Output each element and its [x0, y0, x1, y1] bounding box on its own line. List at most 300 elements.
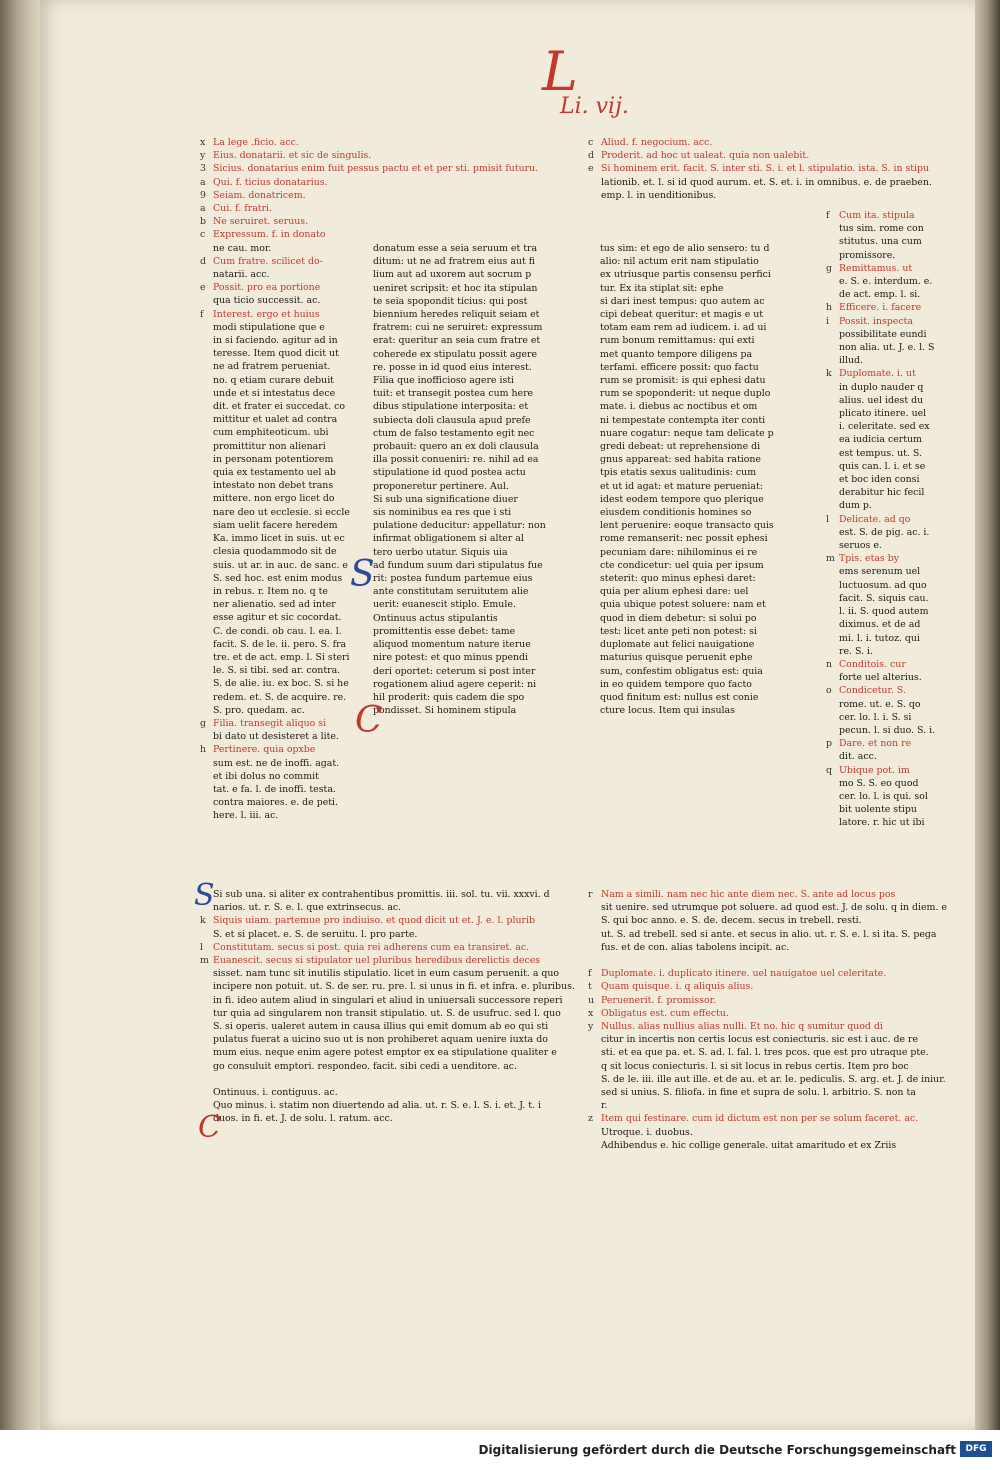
gloss-line: [200, 611, 360, 624]
gloss-line: [588, 149, 933, 162]
gloss-line: [200, 413, 360, 426]
gloss-text: promittitur non alienari: [213, 440, 326, 452]
gloss-text: in rebus. r. Item no. q te: [213, 585, 328, 597]
text-line: ad fundum suum dari stipulatus fue: [373, 559, 543, 571]
gloss-text: siam uelit facere heredem: [213, 519, 338, 531]
gloss-text: Sicius. donatarius enim fuit pessus pactu et et per sti. pmisit futuru.: [213, 163, 539, 175]
gloss-text: alius. uel idest du: [839, 394, 924, 406]
gloss-line: [826, 447, 938, 460]
gloss-text: facit. S. de le. ii. pero. S. fra: [213, 638, 347, 650]
gloss-line: [200, 717, 360, 730]
gloss-text: S. de le. iii. ille aut ille. et de au. et ar. le. pediculis. S. arg. et. J. de iniur.: [601, 1073, 946, 1085]
gloss-line: [200, 967, 578, 980]
gloss-line: [200, 440, 360, 453]
gloss-text: mum eius. neque enim agere potest emptor ex ea stipulatione qualiter e: [213, 1047, 557, 1059]
page-heading: [530, 40, 630, 120]
text-line: si dari inest tempus: quo autem ac: [600, 295, 765, 307]
gloss-line: [200, 572, 360, 585]
gloss-text: Expressum. f. in donato: [213, 229, 326, 241]
text-line: mate. i. diebus ac noctibus et om: [600, 401, 758, 413]
gloss-line: [200, 374, 360, 387]
gloss-mark: k: [826, 368, 832, 380]
text-line: lium aut ad uxorem aut socrum p: [373, 269, 532, 281]
gloss-line: [588, 888, 940, 901]
gloss-mark: z: [588, 1113, 593, 1125]
gloss-line: [200, 914, 578, 927]
gloss-line: [588, 994, 940, 1007]
text-line: uerit: euanescit stiplo. Emule.: [373, 599, 516, 611]
gloss-line: [588, 914, 940, 927]
gloss-text: stitutus. una cum: [839, 236, 922, 248]
gloss-line: [200, 321, 360, 334]
text-line: maturius quisque peruenit ephe: [600, 652, 753, 664]
text-line: ctum de falso testamento egit nec: [373, 427, 535, 439]
gloss-text: Dare. et non re: [839, 738, 912, 750]
gloss-text: bi dato ut desisteret a lite.: [213, 731, 339, 743]
gloss-text: nare deo ut ecclesie. si eccle: [213, 506, 350, 518]
text-line: Filia que inofficioso agere isti: [373, 375, 515, 387]
gloss-line: [200, 532, 360, 545]
gloss-line: [826, 618, 938, 631]
gloss-text: Nullus. alias nullius alias nulli. Et no. hic q sumitur quod di: [601, 1021, 883, 1033]
gloss-line: [200, 294, 360, 307]
gloss-mark: e: [588, 163, 594, 175]
gloss-mark: g: [826, 262, 833, 274]
gloss-line: [200, 677, 360, 690]
gloss-top-right: [588, 136, 933, 208]
gloss-line: [200, 1033, 578, 1046]
text-line: erat: queritur an seia cum fratre et: [373, 335, 541, 347]
footer-credit: Digitalisierung gefördert durch die Deutsche Forschungsgemeinschaft: [478, 1443, 956, 1457]
text-line: sum, confestim obligatus est: quia: [600, 665, 763, 677]
initial-s-blue: S: [350, 554, 375, 595]
gloss-text: Cui. f. fratri.: [213, 203, 273, 215]
gloss-text: promissore.: [839, 249, 896, 261]
gloss-text: in si faciendo. agitur ad in: [213, 335, 338, 347]
text-line: steterit: quo minus ephesi daret:: [600, 573, 756, 585]
gloss-text: citur in incertis non certis locus est coniecturis. sic est i auc. de re: [601, 1034, 919, 1046]
gloss-mark: u: [588, 994, 595, 1006]
gloss-text: S. qui boc anno. e. S. de. decem. secus in trebell. resti.: [601, 915, 862, 927]
gloss-line: [826, 460, 938, 473]
gloss-bottom-left: [200, 888, 578, 1158]
gloss-text: seruos e.: [839, 540, 882, 552]
gloss-line: [200, 901, 578, 914]
gloss-text: Nam a simili. nam nec hic ante diem nec. S. ante ad locus pos: [601, 889, 896, 900]
gloss-line: [826, 407, 938, 420]
gloss-text: Cum fratre. scilicet do-: [213, 255, 323, 267]
gloss-text: est tempus. ut. S.: [839, 447, 922, 459]
gloss-mark: f: [826, 210, 830, 221]
gloss-mark: q: [826, 764, 833, 776]
gloss-text: in personam potentiorem: [213, 453, 334, 465]
gloss-line: [826, 301, 938, 314]
gloss-line: [826, 526, 938, 539]
gloss-line: [200, 1046, 578, 1059]
gloss-text: de act. emp. l. si.: [839, 289, 921, 301]
gloss-line: [200, 479, 360, 492]
gloss-text: S. si operis. ualeret autem in causa illius qui emit domum ab eo qui sti: [213, 1021, 549, 1033]
book-right-edge: [975, 0, 1000, 1430]
gloss-line: [200, 1007, 578, 1020]
text-line: tuit: et transegit postea cum here: [373, 388, 534, 400]
gloss-right-margin: [826, 209, 938, 899]
gloss-text: modi stipulatione que e: [213, 321, 325, 333]
gloss-line: [200, 941, 578, 954]
gloss-line: [200, 268, 360, 281]
gloss-line: [200, 347, 360, 360]
gloss-line: [826, 209, 938, 222]
text-line: quia ubique potest soluere: nam et: [600, 599, 766, 611]
text-line: rum se promisit: is qui ephesi datu: [600, 375, 766, 387]
gloss-text: ne ad fratrem perueniat.: [213, 361, 331, 373]
initial-c-red: C: [355, 700, 383, 741]
gloss-text: Euanescit. secus si stipulator uel pluribus heredibus derelictis deces: [213, 955, 541, 967]
gloss-line: [200, 360, 360, 373]
gloss-line: [826, 790, 938, 803]
text-line: infirmat obligationem si alter al: [373, 533, 524, 545]
gloss-text: ut. S. ad trebell. sed si ante. et secus in alio. ut. r. S. e. l. si ita. S. pega: [601, 928, 937, 940]
text-line: rum bonum remittamus: qui exti: [600, 335, 755, 347]
gloss-line: [588, 1139, 940, 1152]
gloss-text: Quam quisque. i. q aliquis alius.: [601, 981, 754, 993]
gloss-text: intestato non debet trans: [213, 480, 334, 492]
gloss-line: [200, 730, 360, 743]
text-line: probauit: quero an ex doli clausula: [373, 441, 539, 453]
gloss-line: [200, 149, 372, 162]
gloss-text: facit. S. siquis cau.: [839, 592, 929, 604]
gloss-line: [200, 783, 360, 796]
gloss-line: [200, 202, 360, 215]
gloss-text: rome. ut. e. S. qo: [839, 698, 921, 710]
text-line: coherede ex stipulatu possit agere: [373, 348, 538, 360]
gloss-text: ne cau. mor.: [213, 242, 272, 254]
gloss-line: [826, 394, 938, 407]
gloss-text: S. de alie. iu. ex boc. S. si he: [213, 678, 349, 690]
gloss-line: [200, 980, 578, 993]
gloss-mark: a: [200, 176, 206, 188]
gloss-mark: f: [200, 308, 204, 320]
gloss-text: Peruenerit. f. promissor.: [601, 994, 717, 1006]
gloss-mark: a: [200, 203, 206, 215]
gloss-text: mi. l. i. tutoz. qui: [839, 632, 920, 644]
gloss-text: cum emphiteoticum. ubi: [213, 427, 329, 439]
gloss-text: Possit. inspecta: [839, 315, 913, 327]
gloss-line: [200, 559, 360, 572]
gloss-text: tre. et de act. emp. l. Si steri: [213, 651, 350, 663]
gloss-text: quis can. l. i. et se: [839, 460, 926, 472]
gloss-mark: x: [200, 137, 206, 148]
gloss-line: [200, 770, 360, 783]
gloss-text: Seiam. donatricem.: [213, 189, 306, 201]
gloss-text: q sit locus coniecturis. l. si sit locus in rebus certis. Item pro boc: [601, 1060, 909, 1072]
gloss-text: Eius. donatarii. et sic de singulis.: [213, 150, 372, 162]
gloss-text: cer. lo. l. is qui. sol: [839, 790, 928, 802]
gloss-line: [200, 281, 360, 294]
gloss-text: Condicetur. S.: [839, 685, 906, 697]
gloss-line: [826, 816, 938, 829]
gloss-text: tat. e fa. l. de inoffi. testa.: [213, 783, 336, 795]
text-line: biennium heredes reliquit seiam et: [373, 309, 540, 321]
text-line: quod finitum est: nullus est conie: [600, 691, 759, 703]
text-line: tpis etatis sexus ualitudinis: cum: [600, 467, 757, 479]
gloss-line: [826, 473, 938, 486]
gloss-text: cer. lo. l. i. S. si: [839, 711, 912, 723]
gloss-line: [826, 275, 938, 288]
gloss-mark: d: [200, 255, 207, 267]
gloss-text: Siquis uiam. partemue pro indiuiso. et quod dicit ut et. J. e. l. plurib: [213, 915, 535, 927]
gloss-text: e. S. e. interdum. e.: [839, 276, 933, 288]
gloss-text: emp. l. in uenditionibus.: [601, 189, 717, 201]
gloss-mark: l: [200, 941, 203, 953]
text-line: rit: postea fundum partemue eius: [373, 573, 533, 585]
gloss-line: [200, 136, 360, 149]
gloss-text: plicato itinere. uel: [839, 408, 927, 420]
gloss-text: latore. r. hic ut ibi: [839, 817, 925, 829]
gloss-line: [826, 579, 938, 592]
gloss-text: Si hominem erit. facit. S. inter sti. S. i. et l. stipulatio. ista. S. in stipu: [601, 163, 930, 175]
text-line: proponeretur pertinere. Aul.: [373, 480, 509, 492]
gloss-mark: c: [588, 137, 594, 148]
gloss-text: ea iudicia certum: [839, 434, 922, 446]
gloss-line: [200, 585, 360, 598]
gloss-line: [200, 453, 360, 466]
gloss-line: [200, 598, 360, 611]
gloss-line: [200, 1020, 578, 1033]
gloss-text: dum p.: [839, 500, 872, 512]
gloss-text: pecun. l. si duo. S. i.: [839, 724, 936, 736]
gloss-mark: f: [588, 968, 592, 980]
gloss-text: Qui. f. ticius donatarius.: [213, 176, 328, 188]
gloss-line: [826, 341, 938, 354]
gloss-line: [200, 519, 360, 532]
gloss-line: [200, 888, 578, 901]
gloss-mark: h: [826, 302, 833, 314]
text-line: promittentis esse debet: tame: [373, 625, 516, 637]
gloss-line: [826, 684, 938, 697]
gloss-line: [826, 552, 938, 565]
text-line: alio: nil actum erit nam stipulatio: [600, 256, 759, 268]
gloss-text: Ne seruiret. seruus.: [213, 216, 309, 228]
gloss-mark: d: [588, 150, 595, 162]
text-line: pulatione deducitur: appellatur: non: [373, 520, 546, 532]
gloss-line: [826, 724, 938, 737]
text-line: ueniret scripsit: et hoc ita stipulan: [373, 282, 538, 294]
gloss-line: [826, 711, 938, 724]
gloss-text: Obligatus est. cum effectu.: [601, 1007, 729, 1019]
gloss-line: [200, 1086, 578, 1099]
gloss-line: [826, 222, 938, 235]
gloss-text: in duplo nauder q: [839, 381, 924, 393]
gloss-line: [826, 645, 938, 658]
gloss-line: [588, 980, 940, 993]
gloss-line: [826, 315, 938, 328]
gloss-line: [588, 1033, 940, 1046]
gloss-line: [200, 1073, 578, 1086]
gloss-line: [826, 777, 938, 790]
gloss-text: pulatus fuerat a uicino suo ut is non prohiberet aquam uenire iuxta do: [213, 1034, 548, 1046]
gloss-mark: o: [826, 685, 832, 697]
gloss-text: r.: [601, 1100, 608, 1112]
gloss-mark: e: [200, 282, 206, 294]
gloss-line: [200, 492, 360, 505]
gloss-text: sisset. nam tunc sit inutilis stipulatio. licet in eum casum peruenit. a quo: [213, 968, 560, 980]
gloss-text: non alia. ut. J. e. l. S: [839, 342, 935, 354]
text-line: met quanto tempore diligens pa: [600, 348, 753, 360]
heading-flourish: L: [542, 40, 578, 103]
text-line: deri oportet: ceterum si post inter: [373, 665, 536, 677]
gloss-line: [826, 698, 938, 711]
gloss-line: [588, 928, 940, 941]
gloss-text: Constitutam. secus si post. quia rei adherens cum ea transiret. ac.: [213, 941, 530, 953]
gloss-text: Remittamus. ut: [839, 262, 913, 274]
gloss-line: [200, 994, 578, 1007]
gloss-line: [588, 1086, 940, 1099]
gloss-text: go consuluit emptori. respondeo. facit. sibi cedi a uenditore. ac.: [213, 1060, 518, 1072]
gloss-line: [588, 901, 947, 914]
gloss-line: [588, 189, 933, 202]
gloss-text: forte uel alterius.: [839, 672, 922, 684]
gloss-line: [826, 262, 938, 275]
gloss-mark: m: [200, 955, 209, 967]
text-line: aliquod momentum nature iterue: [373, 639, 531, 651]
gloss-line: [826, 592, 938, 605]
text-line: pondisset. Si hominem stipula: [373, 705, 517, 717]
gloss-mark: l: [826, 513, 829, 525]
gloss-text: dit. acc.: [839, 751, 877, 763]
gloss-text: here. l. iii. ac.: [213, 810, 279, 822]
gloss-line: [588, 176, 933, 189]
gloss-line: [200, 743, 360, 756]
gloss-text: redem. et. S. de acquire. re.: [213, 691, 347, 703]
gloss-text: Pertinere. quia opxbe: [213, 744, 316, 756]
gloss-line: [200, 664, 360, 677]
text-line: ditum: ut ne ad fratrem eius aut fi: [373, 256, 535, 268]
gloss-line: [200, 651, 360, 664]
gloss-text: mo S. S. eo quod: [839, 777, 919, 789]
gloss-line: [826, 486, 938, 499]
gloss-line: [588, 1060, 940, 1073]
text-line: eiusdem conditionis homines so: [600, 507, 752, 519]
gloss-text: Interest. ergo et huius: [213, 308, 320, 320]
gloss-line: [200, 1112, 578, 1125]
gloss-text: ner alienatio. sed ad inter: [213, 599, 336, 611]
gloss-text: Cum ita. stipula: [839, 210, 915, 221]
gloss-text: in fi. ideo autem aliud in singulari et aliud in uniuersali successore reperi: [213, 994, 563, 1006]
gloss-text: i. celeritate. sed ex: [839, 421, 930, 433]
text-line: stipulatione id quod postea actu: [373, 467, 526, 479]
gloss-text: clesia quodammodo sit de: [213, 546, 337, 558]
gloss-text: C. de condi. ob cau. l. ea. l.: [213, 625, 342, 637]
gloss-text: Filia. transegit aliquo si: [213, 717, 327, 729]
gloss-text: mittere. non ergo licet do: [213, 493, 335, 505]
gloss-mark: 9: [200, 189, 206, 201]
gloss-line: [200, 308, 360, 321]
gloss-mark: p: [826, 738, 833, 750]
text-line: ante constitutam seruitutem alie: [373, 586, 529, 598]
gloss-mark: t: [588, 981, 592, 993]
text-line: gredi debeat: ut reprehensione di: [600, 441, 761, 453]
gloss-line: [200, 466, 360, 479]
gloss-text: le. S. si tibi. sed ar. contra.: [213, 665, 341, 677]
text-line: tero uerbo utatur. Siquis uia: [373, 546, 508, 558]
gloss-line: [200, 796, 360, 809]
gloss-line: [588, 1020, 940, 1033]
text-line: rome remanserit: nec possit ephesi: [600, 533, 768, 545]
gloss-bottom-right: [588, 888, 947, 1158]
gloss-line: [200, 809, 360, 822]
gloss-text: S. sed hoc. est enim modus: [213, 572, 343, 584]
text-line: test: licet ante peti non potest: si: [600, 625, 757, 637]
gloss-line: [200, 334, 360, 347]
gloss-text: sit uenire. sed utrumque pot soluere. ad quod est. J. de solu. q in diem. e: [601, 902, 947, 914]
gloss-line: [588, 1112, 940, 1125]
gloss-line: [200, 189, 360, 202]
gloss-text: unde et si intestatus dece: [213, 387, 336, 399]
gloss-text: teresse. Item quod dicit ut: [213, 348, 339, 360]
gloss-line: [826, 803, 938, 816]
gloss-text: diximus. et de ad: [839, 619, 921, 631]
gloss-mark: g: [200, 717, 207, 729]
gloss-text: Duplomate. i. duplicato itinere. uel nauigatoe uel celeritate.: [601, 968, 887, 980]
gloss-text: S. et si placet. e. S. de seruitu. l. pro parte.: [213, 928, 418, 940]
gloss-line: [200, 255, 360, 268]
gloss-text: incipere non potuit. ut. S. de ser. ru. pre. l. si unus in fi. et infra. e. pluribus.: [213, 981, 575, 993]
gloss-line: [588, 1099, 940, 1112]
gloss-text: possibilitate eundi: [839, 328, 927, 340]
gloss-text: bit uolente stipu: [839, 804, 917, 816]
gloss-line: [200, 176, 360, 189]
gloss-mark: k: [200, 915, 206, 927]
gloss-mark: y: [588, 1021, 594, 1033]
gloss-line: [200, 757, 360, 770]
gloss-line: [200, 691, 360, 704]
gloss-text: quia ex testamento uel ab: [213, 467, 336, 479]
gloss-text: Quo minus. i. statim non diuertendo ad alia. ut. r. S. e. l. S. i. et. J. t. i: [213, 1100, 541, 1112]
gloss-text: Possit. pro ea portione: [213, 282, 321, 294]
gloss-text: no. q etiam curare debuit: [213, 374, 334, 386]
gloss-line: [826, 354, 938, 367]
gloss-text: Item qui festinare. cum id dictum est non per se solum faceret. ac.: [601, 1113, 919, 1125]
gloss-line: [200, 638, 360, 651]
gloss-text: et ibi dolus no commit: [213, 770, 319, 782]
text-line: cte condicetur: uel quia per ipsum: [600, 559, 764, 571]
gloss-line: [200, 954, 578, 967]
text-line: idest eodem tempore quo plerique: [600, 493, 764, 505]
text-line: cipi debeat queritur: et magis e ut: [600, 309, 764, 321]
gloss-line: [826, 671, 938, 684]
heading-folio: Li. vij.: [560, 94, 629, 119]
text-line: rum se spoponderit: ut neque duplo: [600, 388, 771, 400]
gloss-line: [200, 928, 578, 941]
gloss-text: La lege .ficio. acc.: [213, 137, 299, 148]
gloss-text: natarii. acc.: [213, 269, 270, 281]
gloss-text: S. pro. quedam. ac.: [213, 704, 305, 716]
text-line: lent peruenire: eoque transacto quis: [600, 520, 774, 532]
gloss-line: [200, 1099, 578, 1112]
text-line: cture locus. Item qui insulas: [600, 705, 735, 717]
gloss-text: sti. et ea que pa. et. S. ad. l. fal. l. tres pcos. que est pro utraque pte.: [601, 1047, 929, 1059]
text-line: illa possit conueniri: re. nihil ad ea: [373, 454, 539, 466]
gloss-mark: n: [826, 658, 833, 670]
gloss-text: est. S. de pig. ac. i.: [839, 526, 930, 538]
text-line: quia per alium ephesi dare: uel: [600, 586, 749, 598]
text-line: et ut id agat: et mature perueniat:: [600, 480, 763, 492]
text-line: in eo quidem tempore quo facto: [600, 678, 752, 690]
text-line: nuare cogatur: neque tam delicate p: [600, 427, 774, 439]
gloss-text: Conditois. cur: [839, 658, 906, 670]
text-line: totam eam rem ad iudicem. i. ad ui: [600, 322, 767, 334]
